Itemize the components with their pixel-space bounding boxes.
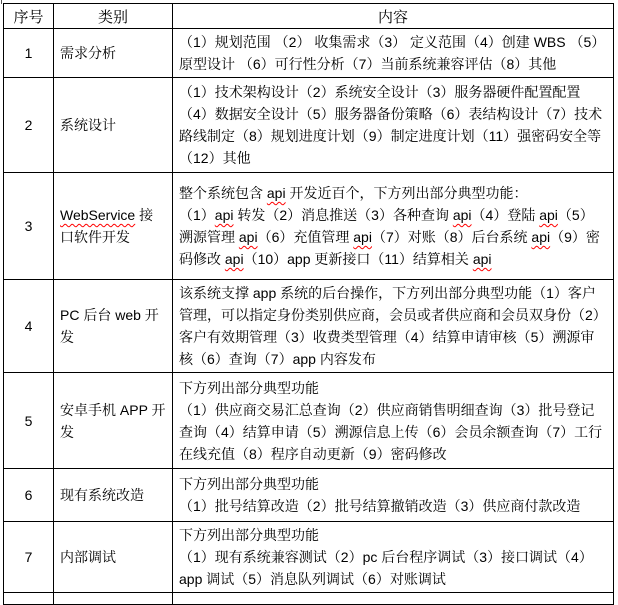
content-paragraph <box>179 546 607 590</box>
table-body <box>4 29 614 605</box>
text-segment: 安卓手机 APP 开发 <box>60 401 166 440</box>
category-cell <box>54 373 173 469</box>
row-number-cell: 2 <box>4 78 54 173</box>
content-cell <box>173 280 614 373</box>
content-paragraph <box>179 377 607 399</box>
row-number-cell <box>4 593 54 605</box>
text-segment: 现有系统改造 <box>60 487 144 503</box>
row-number-cell: 4 <box>4 280 54 373</box>
text-segment: （1）规划范围 （2） 收集需求（3） 定义范围（4）创建 WBS （5）原型设计 （6）可行性分析（7）当前系统兼容评估（8）其他 <box>179 34 606 72</box>
row-number-cell: 3 <box>4 173 54 280</box>
table-row <box>4 469 614 522</box>
content-cell <box>173 593 614 605</box>
text-segment: （1） <box>179 207 215 223</box>
misspelled-word: api <box>539 207 558 223</box>
text-segment: 内部调试 <box>60 549 116 565</box>
misspelled-word: api <box>452 207 472 223</box>
misspelled-word: api <box>224 251 244 267</box>
table-anchor-mark <box>1 0 2 4</box>
header-cell-content: 内容 <box>173 4 614 29</box>
text-segment: （10）app 更新接口（11）结算相关 <box>243 251 473 267</box>
row-number-cell: 1 <box>4 29 54 78</box>
text-segment: （1）批号结算改造（2）批号结算撤销改造（3）供应商付款改造 <box>179 498 581 514</box>
content-cell <box>173 373 614 469</box>
content-cell <box>173 522 614 593</box>
content-cell <box>173 78 614 173</box>
content-cell <box>173 173 614 280</box>
content-paragraph <box>179 495 607 517</box>
text-segment: 系统设计 <box>60 117 116 133</box>
content-paragraph <box>179 81 607 169</box>
category-cell <box>54 469 173 522</box>
content-paragraph <box>179 473 607 495</box>
header-row <box>4 4 614 29</box>
table-row <box>4 522 614 593</box>
text-segment: 该系统支撑 app 系统的后台操作，下方列出部分典型功能（1）客户管理，可以指定身份类别供应商，会员或者供应商和会员双身份（2）客户有效期管理（3）收费类型管理（4）结算申请审核（5）溯源审核（6）查询（7）app 内容发布 <box>179 285 607 367</box>
misspelled-word: api <box>531 229 551 245</box>
category-cell <box>54 29 173 78</box>
table-row <box>4 173 614 280</box>
row-number-cell: 6 <box>4 469 54 522</box>
text-segment: （1）现有系统兼容测试（2）pc 后台程序调试（3）接口调试（4）app 调试（5）消息队列调试（6）对账调试 <box>179 549 593 587</box>
content-paragraph <box>179 282 607 370</box>
text-segment: （1）供应商交易汇总查询（2）供应商销售明细查询（3）批号登记查询（4）结算申请（5）溯源信息上传（6）会员余额查询（7）工行在线充值（8）程序自动更新（9）密码修改 <box>179 401 603 462</box>
misspelled-word: WebService <box>60 207 136 223</box>
content-cell <box>173 469 614 522</box>
header-cell-category: 类别 <box>54 4 173 29</box>
table-row <box>4 593 614 605</box>
table-header <box>4 4 614 29</box>
table-row <box>4 29 614 78</box>
project-breakdown-table <box>3 3 614 605</box>
content-paragraph <box>179 182 607 204</box>
category-cell <box>54 522 173 593</box>
text-segment: PC 后台 web 开发 <box>60 307 159 345</box>
text-segment: 下方列出部分典型功能 <box>179 476 319 492</box>
text-segment: （1）技术架构设计（2）系统安全设计（3）服务器硬件配置配置（4）数据安全设计（5）服务器备份策略（6）表结构设计（7）技术路线制定（8）规划进度计划（9）制定进度计划（11）强密码安全等（12）其他 <box>179 84 603 166</box>
text-segment: 下方列出部分典型功能 <box>179 379 319 396</box>
text-segment: 整个系统包含 <box>179 185 267 201</box>
table-row <box>4 373 614 469</box>
content-paragraph <box>179 31 607 75</box>
text-segment: 下方列出部分典型功能 <box>179 527 319 543</box>
text-segment: 接口软件开发 <box>60 207 154 245</box>
content-paragraph <box>179 204 607 270</box>
text-segment: 开发近百个，下方列出部分典型功能： <box>285 185 528 201</box>
text-segment: （6）充值管理 <box>257 229 354 245</box>
text-segment: 需求分析 <box>60 45 116 61</box>
category-cell <box>54 173 173 280</box>
text-segment: （9）密码修改 <box>179 229 600 267</box>
misspelled-word: api <box>238 229 258 245</box>
category-cell <box>54 78 173 173</box>
table-row <box>4 78 614 173</box>
row-number-cell: 5 <box>4 373 54 469</box>
category-cell <box>54 280 173 373</box>
content-paragraph <box>179 524 607 546</box>
text-segment: 转发（2）消息推送（3）各种查询 <box>233 207 453 223</box>
misspelled-word: api <box>214 207 234 223</box>
content-cell <box>173 29 614 78</box>
text-segment: （4）登陆 <box>471 207 540 223</box>
misspelled-word: api <box>266 185 286 201</box>
header-cell-number: 序号 <box>4 4 54 29</box>
category-cell <box>54 593 173 605</box>
misspelled-word: api <box>472 251 492 267</box>
text-segment: （5）溯源管理 <box>179 207 594 245</box>
misspelled-word: api <box>353 229 372 245</box>
table-row <box>4 280 614 373</box>
content-paragraph <box>179 399 607 465</box>
row-number-cell: 7 <box>4 522 54 593</box>
text-segment: （7）对账（8）后台系统 <box>371 229 532 245</box>
